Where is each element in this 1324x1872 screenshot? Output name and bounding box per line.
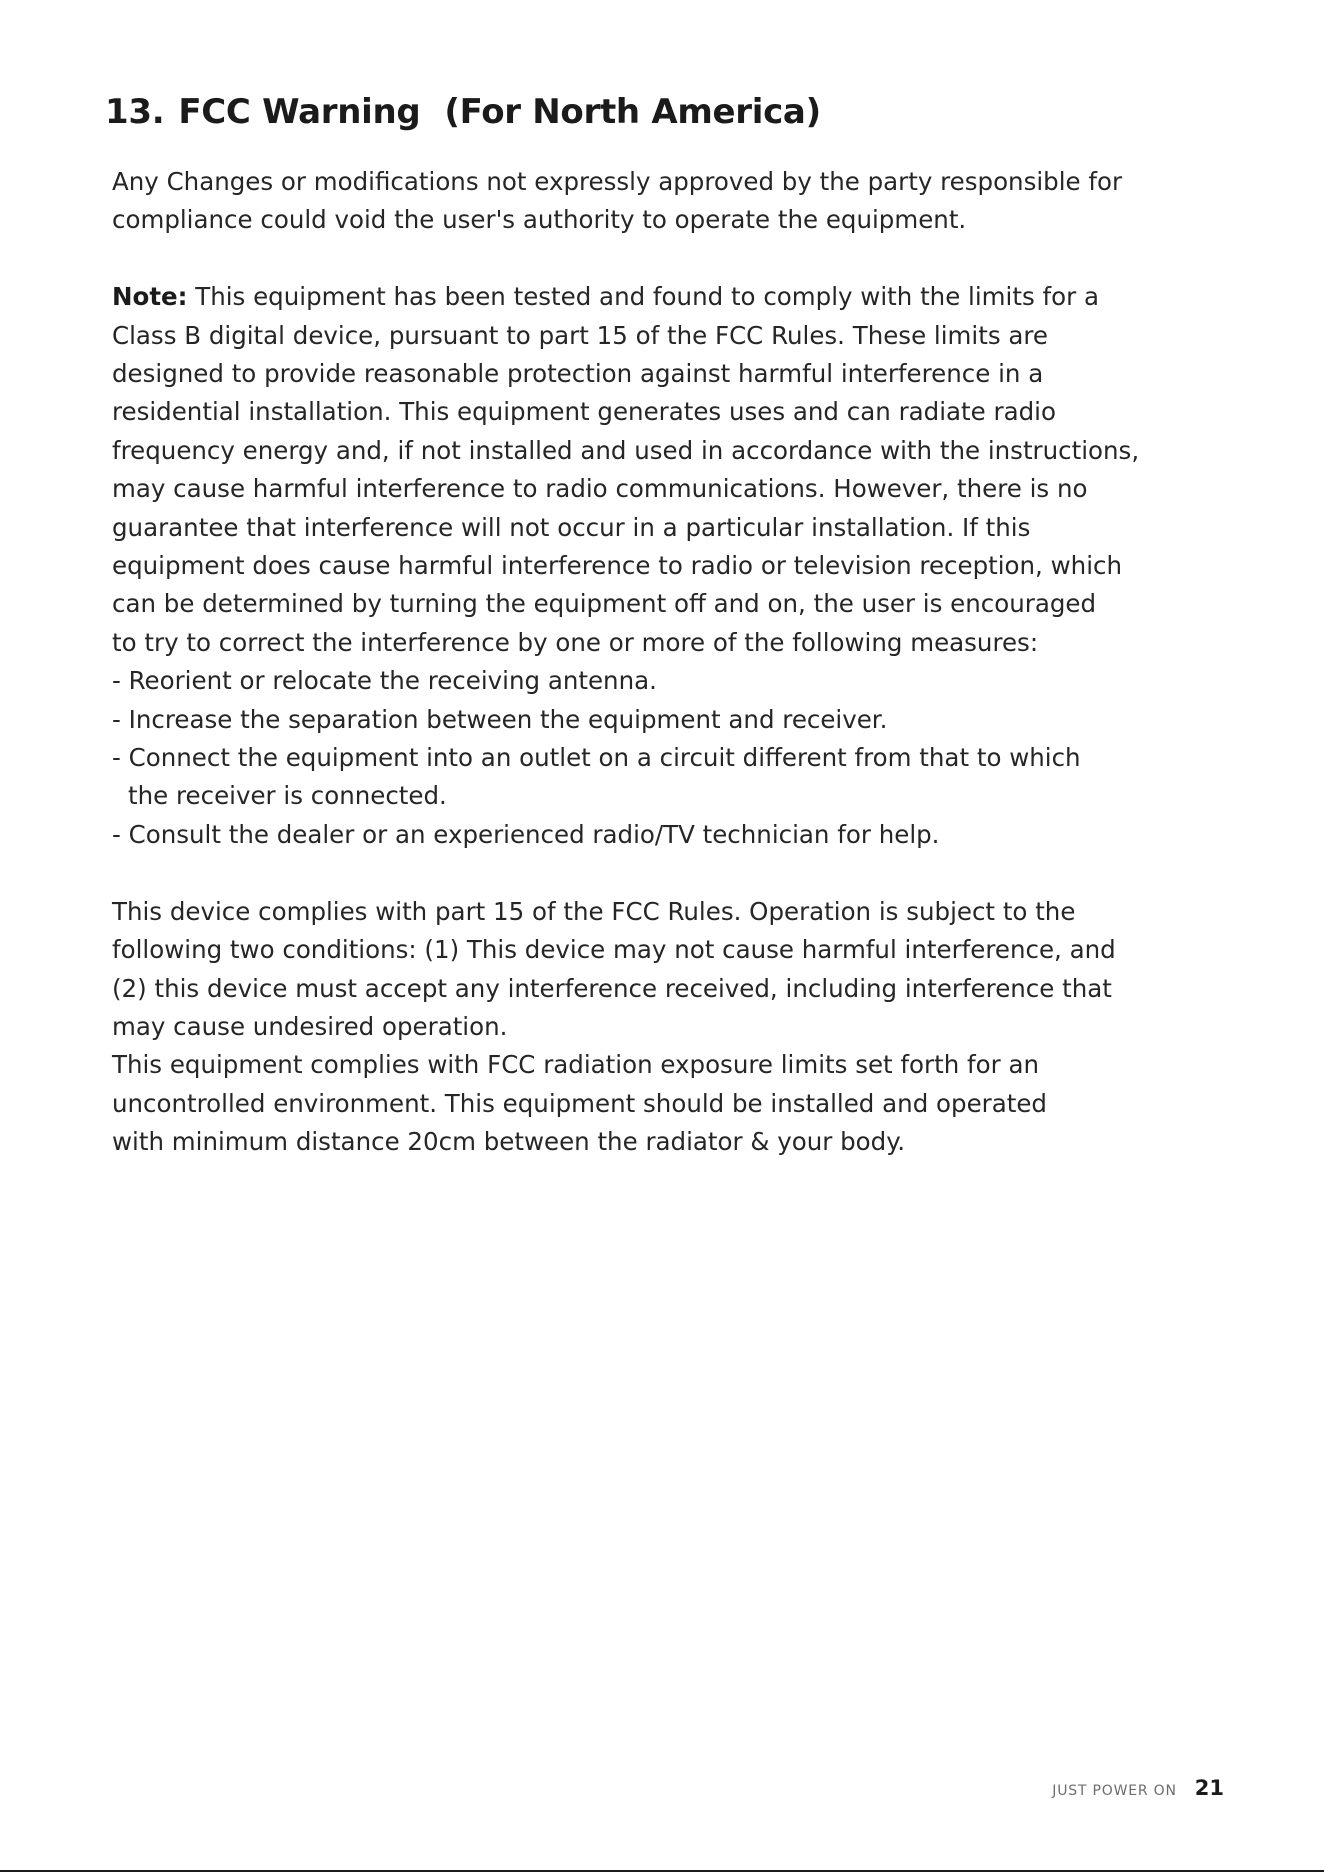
note-line: frequency energy and, if not installed and used in accordance with the instructions,: [112, 435, 1140, 465]
paragraph-gap: [112, 854, 1222, 892]
section-number: 13.: [105, 92, 165, 132]
note-line: residential installation. This equipment generates uses and can radiate radio: [112, 397, 1056, 427]
section-title: FCC Warning: [178, 92, 421, 132]
note-line: designed to provide reasonable protection against harmful interference in a: [112, 359, 1044, 389]
radiation-line: with minimum distance 20cm between the radiator & your body.: [112, 1127, 906, 1157]
note-line: to try to correct the interference by one or more of the following measures:: [112, 627, 1039, 657]
section-heading: [105, 88, 821, 136]
page-footer: [1052, 1776, 1224, 1802]
note-line: [112, 278, 1222, 316]
note-line: Class B digital device, pursuant to part 15 of the FCC Rules. These limits are: [112, 320, 1049, 350]
compliance-line: following two conditions: (1) This device may not cause harmful interference, and: [112, 935, 1116, 965]
measure-item: - Consult the dealer or an experienced radio/TV technician for help.: [112, 819, 940, 849]
intro-line: Any Changes or modifications not expressly approved by the party responsible for: [112, 167, 1123, 196]
paragraph-gap: [112, 240, 1222, 278]
radiation-line: This equipment complies with FCC radiation exposure limits set forth for an: [112, 1050, 1040, 1080]
section-region: (For North America): [444, 92, 821, 132]
note-line: guarantee that interference will not occur in a particular installation. If this: [112, 512, 1031, 542]
compliance-line: (2) this device must accept any interference received, including interference that: [112, 973, 1112, 1003]
note-label: Note:: [112, 282, 188, 312]
note-line: can be determined by turning the equipment off and on, the user is encouraged: [112, 589, 1097, 619]
footer-brand: JUST POWER ON: [1052, 1783, 1177, 1799]
note-line: equipment does cause harmful interference to radio or television reception, which: [112, 551, 1123, 581]
page-number: 21: [1194, 1776, 1224, 1800]
intro-line: compliance could void the user's authority to operate the equipment.: [112, 205, 967, 235]
note-line: may cause harmful interference to radio communications. However, there is no: [112, 474, 1088, 504]
measure-item-continuation: the receiver is connected.: [128, 781, 447, 811]
compliance-line: may cause undesired operation.: [112, 1011, 508, 1041]
fcc-body-text: [112, 163, 1222, 1162]
measure-item: - Increase the separation between the equipment and receiver.: [112, 704, 888, 734]
measure-item: - Reorient or relocate the receiving antenna.: [112, 666, 657, 696]
note-first-line: This equipment has been tested and found to comply with the limits for a: [187, 282, 1099, 312]
compliance-line: This device complies with part 15 of the FCC Rules. Operation is subject to the: [112, 896, 1076, 926]
radiation-line: uncontrolled environment. This equipment should be installed and operated: [112, 1088, 1047, 1118]
measure-item: - Connect the equipment into an outlet on a circuit different from that to which: [112, 743, 1081, 773]
